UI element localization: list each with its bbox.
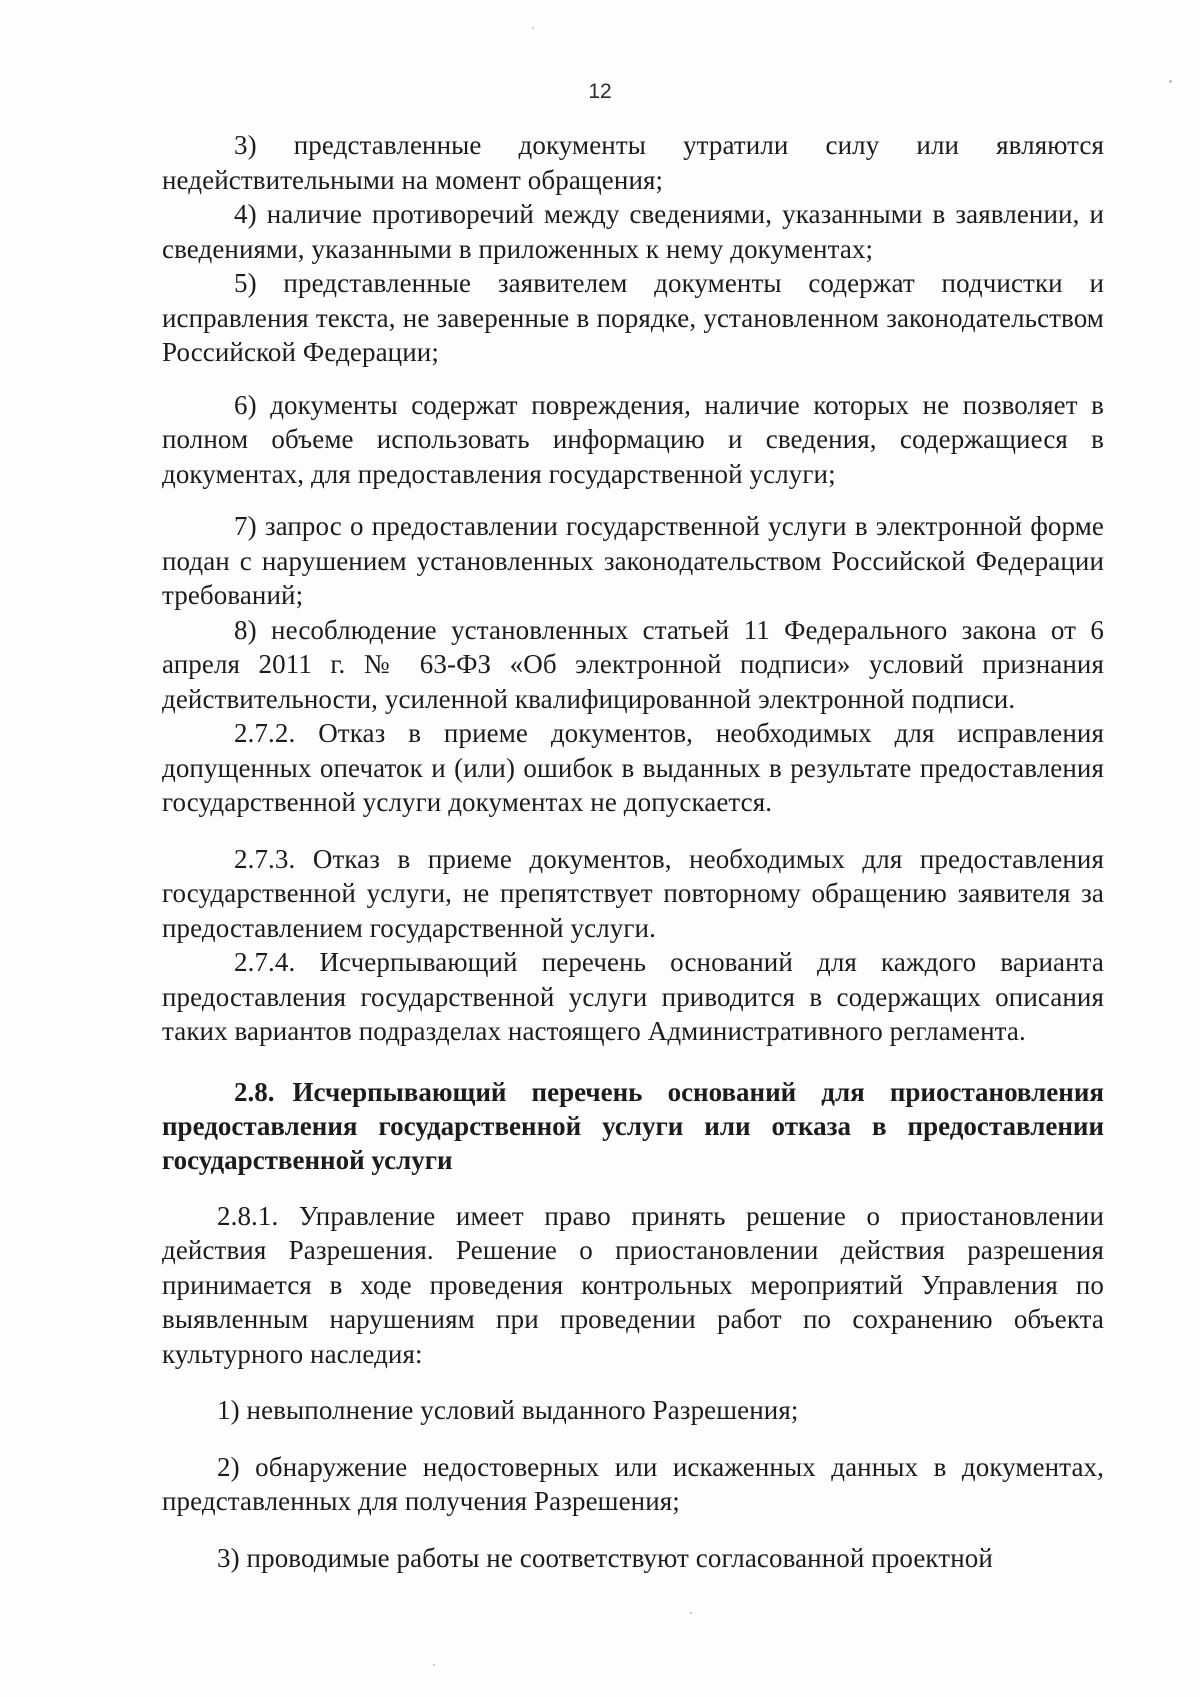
scan-speck	[433, 1664, 435, 1666]
paragraph-suspension-2: 2) обнаружение недостоверных или искаженных данных в документах, представленных для получения Разрешения;	[162, 1451, 1104, 1516]
section-heading-2-8	[162, 1075, 1104, 1177]
section-heading-number: 2.8.	[234, 1076, 275, 1107]
paragraph-item-3: 3) представленные документы утратили силу или являются недействительными на момент обращения;	[162, 130, 1104, 195]
scan-speck	[690, 1612, 692, 1614]
paragraph-item-6: 6) документы содержат повреждения, наличие которых не позволяет в полном объеме использовать информацию и сведения, содержащиеся в документах, для предоставления государственной услуги;	[162, 389, 1104, 489]
paragraph-2-7-3: 2.7.3. Отказ в приеме документов, необходимых для предоставления государственной услуги, не препятствует повторному обращению заявителя за предоставлением государственной услуги.	[162, 843, 1104, 943]
paragraph-2-7-4: 2.7.4. Исчерпывающий перечень оснований для каждого варианта предоставления государственной услуги приводится в содержащих описания таких вариантов подразделах настоящего Административного регламента.	[162, 947, 1104, 1046]
paragraph-2-8-1: 2.8.1. Управление имеет право принять решение о приостановлении действия Разрешения. Решение о приостановлении действия разрешения принимается в ходе проведения контрольных мероприятий Управления по выявленным нарушениям при проведении работ по сохранению объекта культурного наследия:	[162, 1200, 1104, 1369]
document-body	[162, 128, 1104, 1575]
section-heading-text: Исчерпывающий перечень оснований для приостановления предоставления государственной услуги или отказа в предоставлении государственной услуги	[162, 1076, 1104, 1175]
paragraph-item-7: 7) запрос о предоставлении государственной услуги в электронной форме подан с нарушением установленных законодательством Российской Федерации требований;	[162, 511, 1104, 610]
paragraph-item-5: 5) представленные заявителем документы содержат подчистки и исправления текста, не заверенные в порядке, установленном законодательством Российской Федерации;	[162, 268, 1104, 367]
paragraph-suspension-3: 3) проводимые работы не соответствуют согласованной проектной	[217, 1542, 993, 1573]
paragraph-item-8: 8) несоблюдение установленных статьей 11 Федерального закона от 6 апреля 2011 г. № 63-ФЗ «Об электронной подписи» условий признания действительности, усиленной квалифицированной электронной подписи.	[162, 614, 1104, 714]
paragraph-suspension-1: 1) невыполнение условий выданного Разрешения;	[217, 1395, 799, 1425]
scan-speck	[1169, 80, 1172, 83]
paragraph-2-7-2: 2.7.2. Отказ в приеме документов, необходимых для исправления допущенных опечаток и (или) ошибок в выданных в результате предоставления государственной услуги документах не допускается.	[162, 718, 1104, 817]
paragraph-item-4: 4) наличие противоречий между сведениями, указанными в заявлении, и сведениями, указанными в приложенных к нему документах;	[162, 199, 1104, 264]
scan-speck	[532, 27, 534, 29]
page-number: 12	[588, 80, 612, 103]
